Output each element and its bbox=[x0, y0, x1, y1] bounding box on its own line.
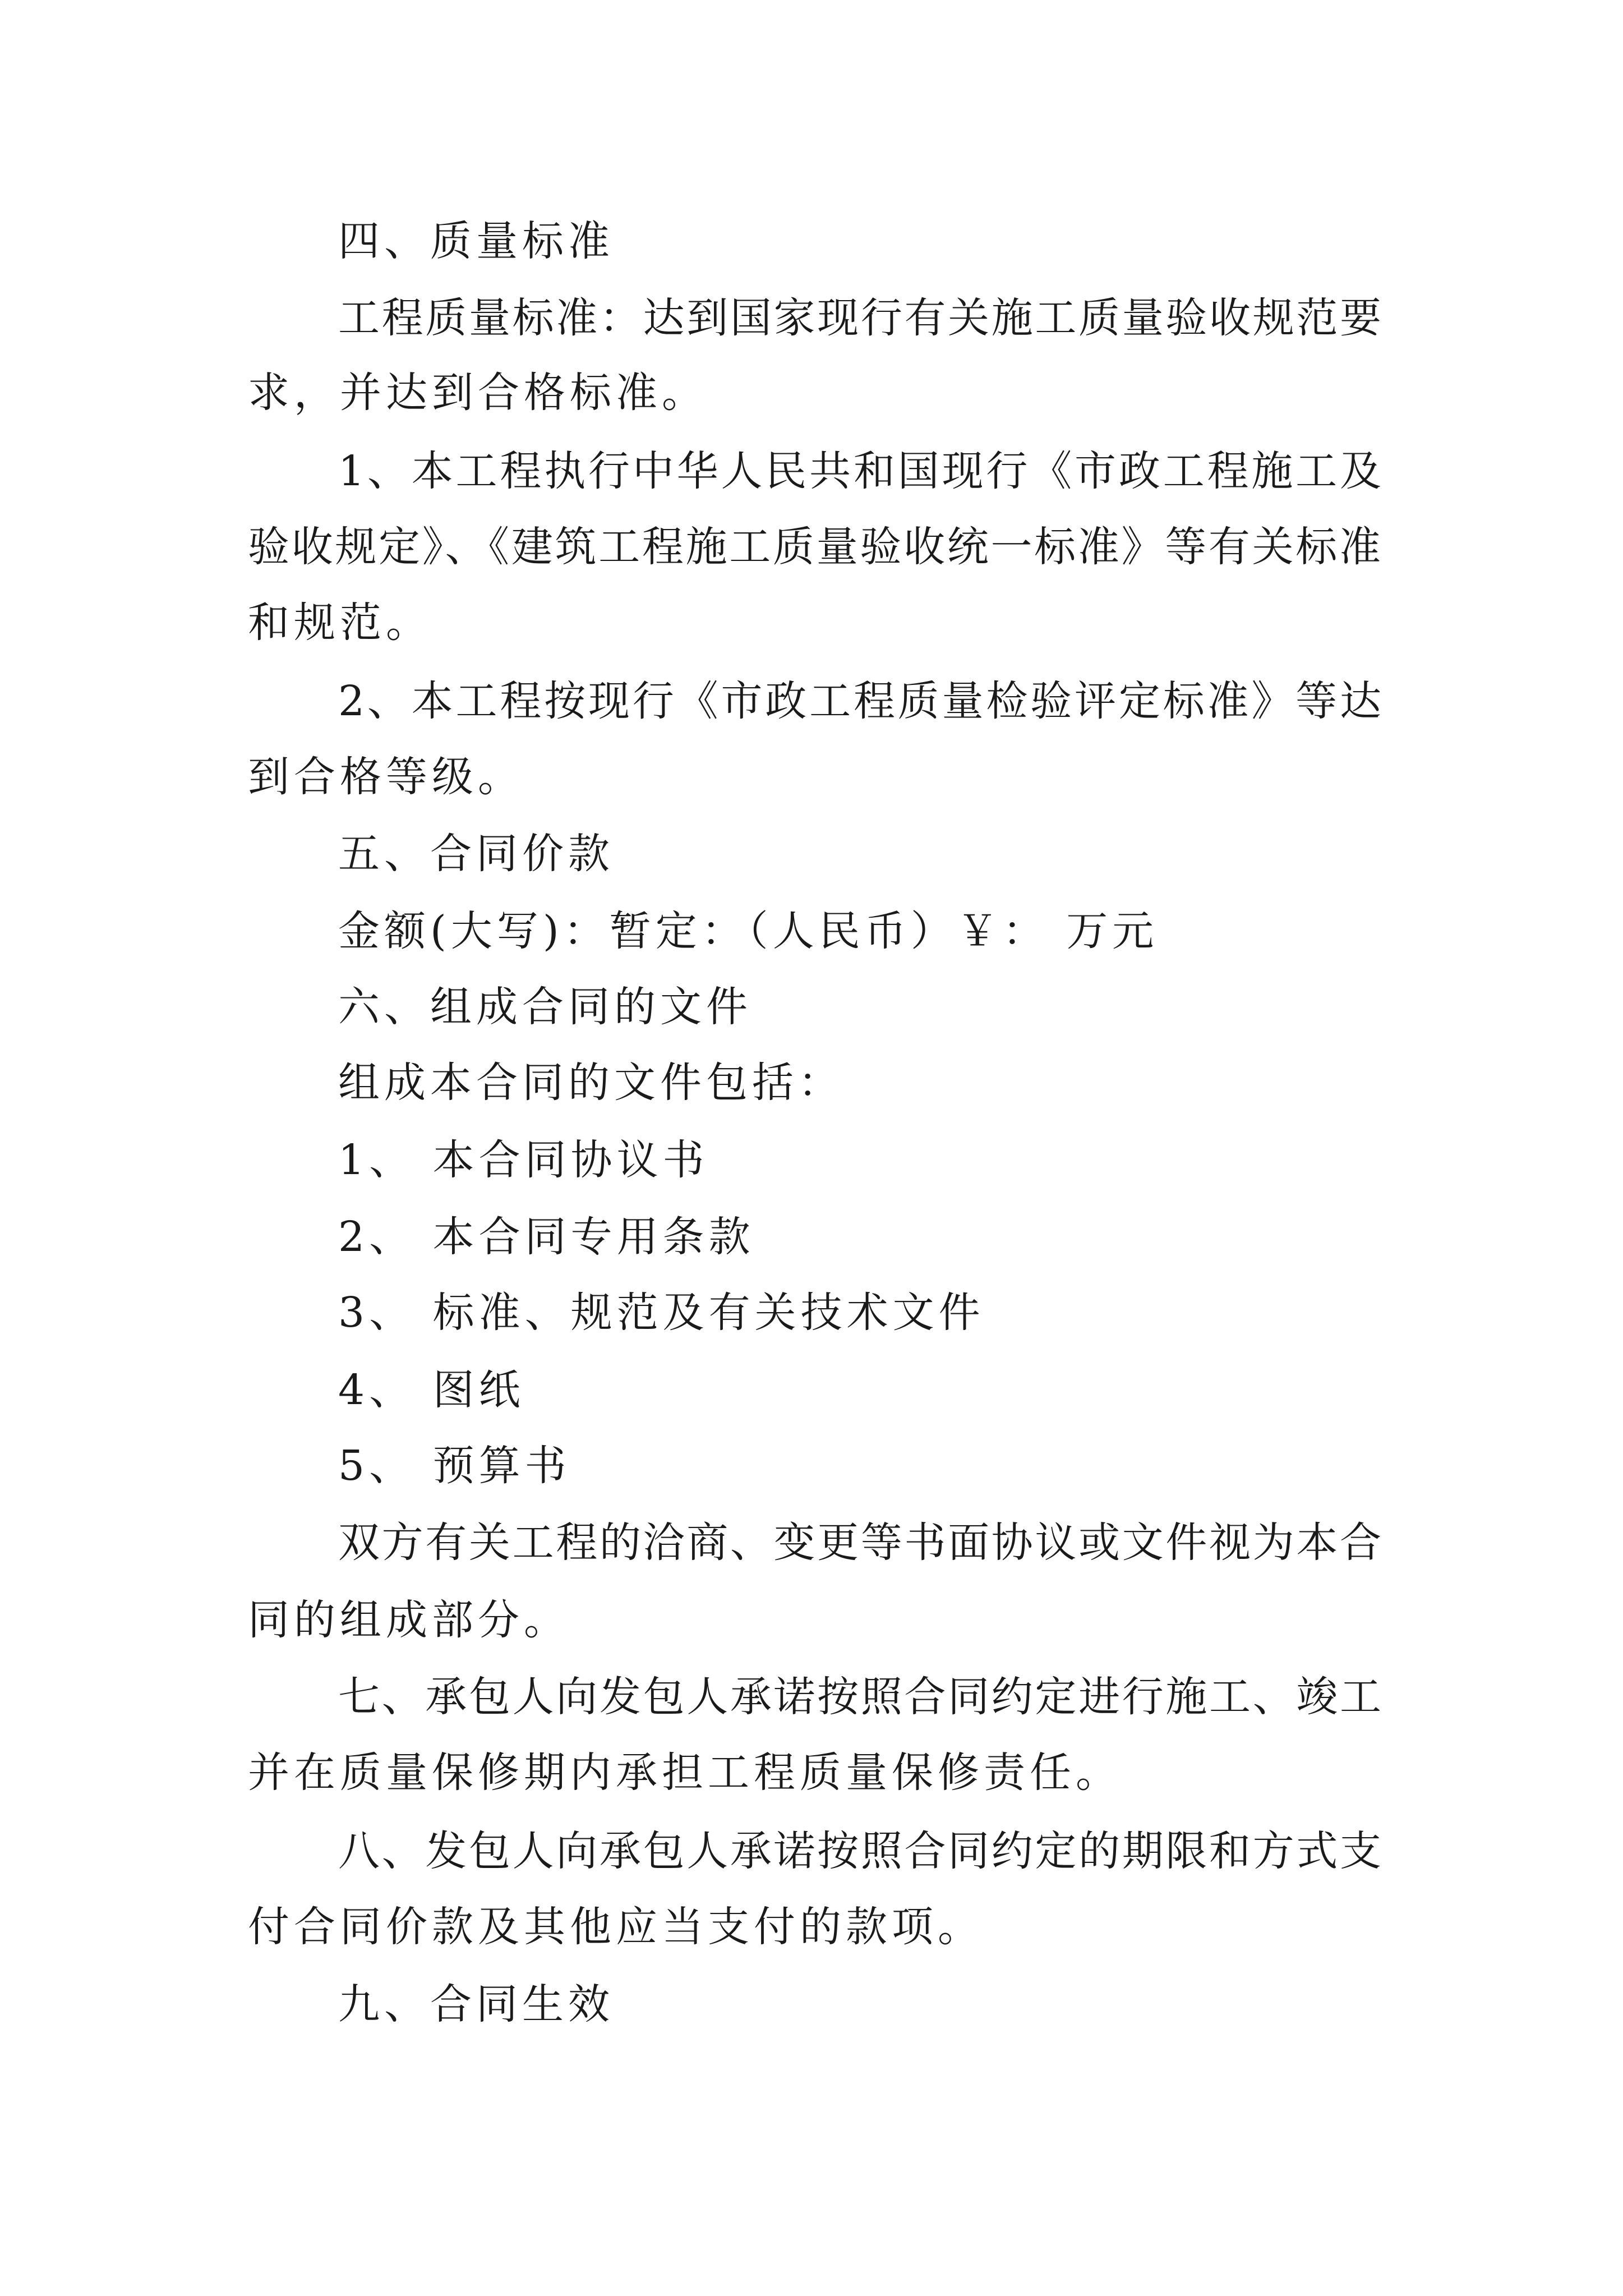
paragraph-line: 同的组成部分。 bbox=[248, 1596, 570, 1644]
list-item: 4、 图纸 bbox=[338, 1366, 525, 1414]
paragraph-line: 1、本工程执行中华人民共和国现行《市政工程施工及 bbox=[338, 447, 1381, 495]
section-heading-price: 五、合同价款 bbox=[338, 830, 614, 878]
paragraph-line: 八、发包人向承包人承诺按照合同约定的期限和方式支 bbox=[338, 1827, 1381, 1875]
amount-line: 金额(大写)：暂定：（人民币）￥： 万元 bbox=[338, 907, 1159, 955]
section-heading-effect: 九、合同生效 bbox=[338, 1980, 614, 2028]
paragraph-line: 验收规定》、《建筑工程施工质量验收统一标准》等有关标准 bbox=[248, 523, 1381, 571]
paragraph-line: 组成本合同的文件包括： bbox=[338, 1059, 844, 1107]
paragraph-line: 七、承包人向发包人承诺按照合同约定进行施工、竣工 bbox=[338, 1673, 1381, 1721]
paragraph-line: 和规范。 bbox=[248, 599, 432, 647]
paragraph-line: 工程质量标准：达到国家现行有关施工质量验收规范要 bbox=[338, 294, 1381, 342]
paragraph-line: 2、本工程按现行《市政工程质量检验评定标准》等达 bbox=[338, 677, 1381, 725]
section-heading-quality: 四、质量标准 bbox=[338, 217, 614, 265]
list-item: 5、 预算书 bbox=[338, 1442, 571, 1490]
list-item: 2、 本合同专用条款 bbox=[338, 1213, 755, 1261]
paragraph-line: 付合同价款及其他应当支付的款项。 bbox=[248, 1903, 984, 1951]
paragraph-line: 到合格等级。 bbox=[248, 753, 524, 801]
paragraph-line: 双方有关工程的洽商、变更等书面协议或文件视为本合 bbox=[338, 1519, 1381, 1567]
section-heading-documents: 六、组成合同的文件 bbox=[338, 983, 752, 1031]
paragraph-line: 求，并达到合格标准。 bbox=[248, 369, 708, 417]
paragraph-line: 并在质量保修期内承担工程质量保修责任。 bbox=[248, 1749, 1122, 1797]
list-item: 1、 本合同协议书 bbox=[338, 1136, 709, 1184]
list-item: 3、 标准、规范及有关技术文件 bbox=[338, 1289, 985, 1337]
